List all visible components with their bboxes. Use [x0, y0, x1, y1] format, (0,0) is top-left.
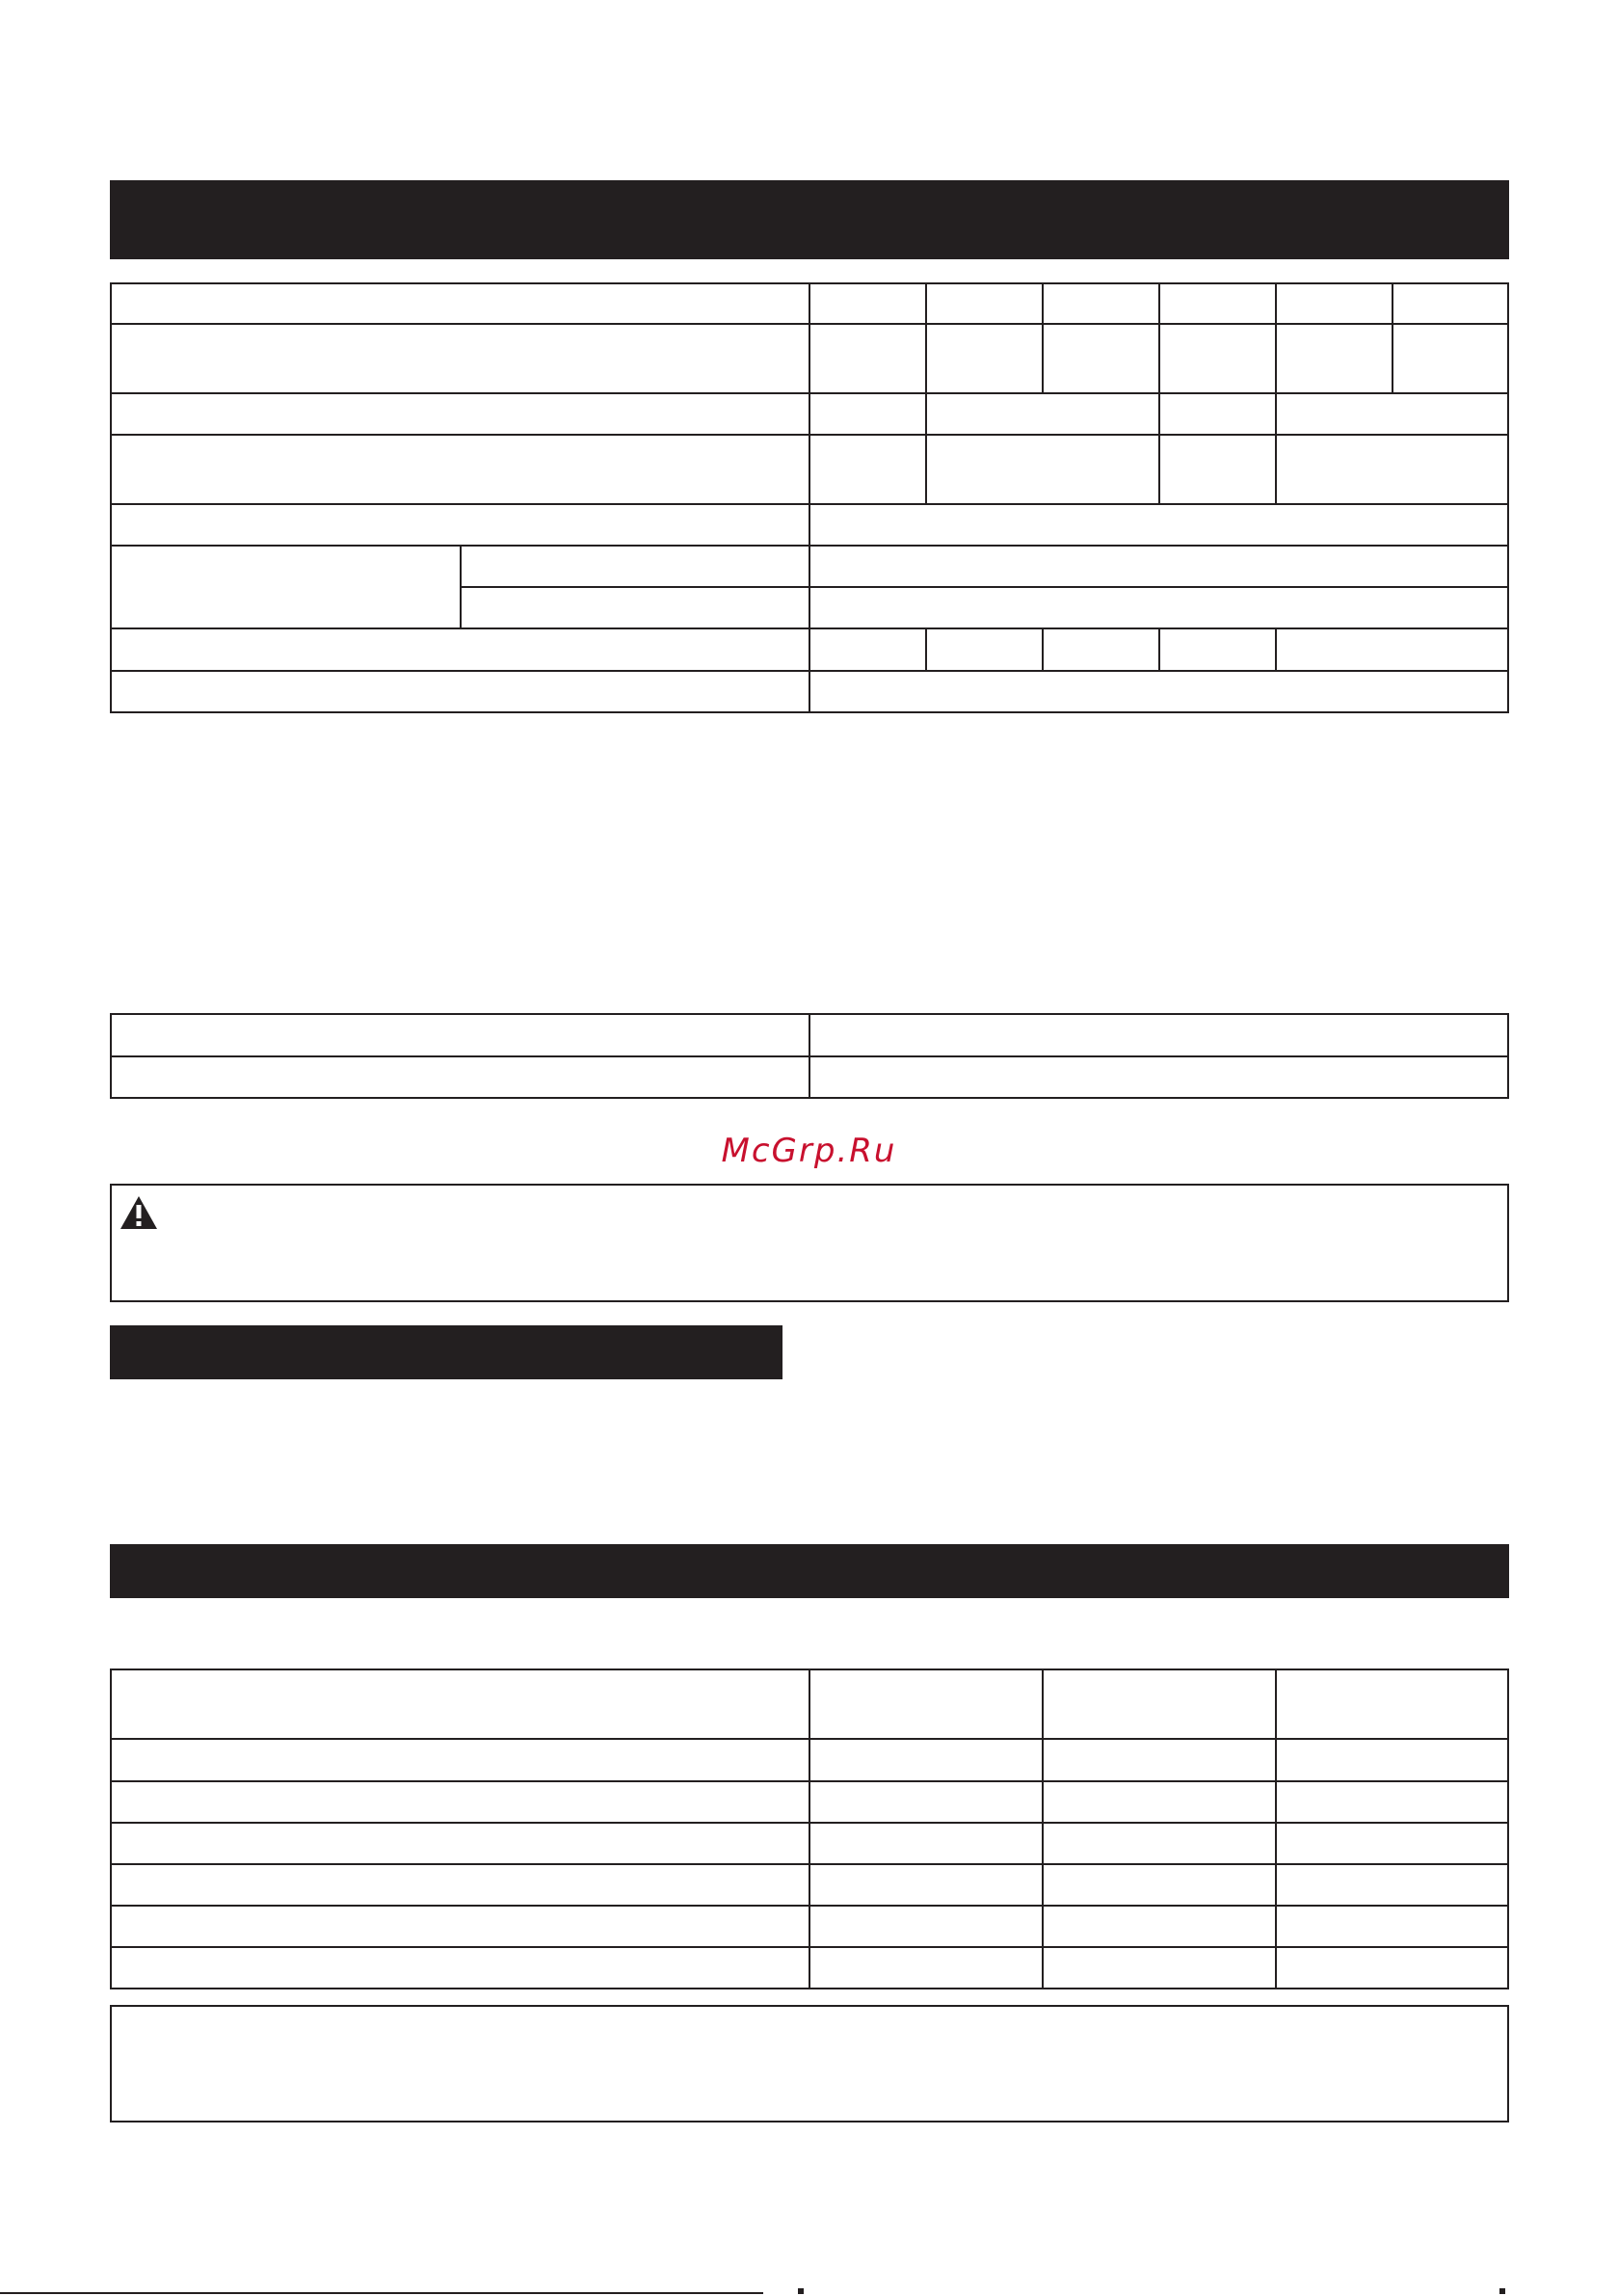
note-box — [110, 2005, 1509, 2122]
footer-mark-left — [798, 2288, 804, 2294]
watermark-text: McGrp.Ru — [721, 1132, 897, 1170]
footer-mark-right — [1499, 2288, 1505, 2294]
footer-rule — [0, 2292, 763, 2294]
